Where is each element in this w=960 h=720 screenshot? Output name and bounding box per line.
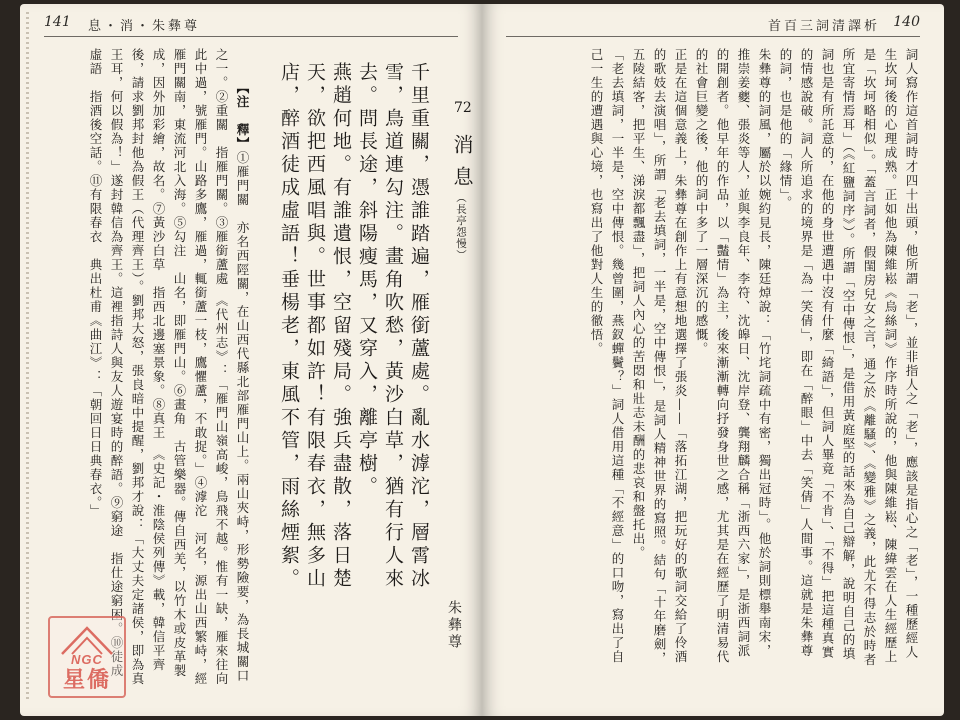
right-page-number: 140 (893, 14, 920, 30)
watermark-stamp (48, 616, 126, 698)
poem-title: 消息 (450, 134, 474, 198)
left-page-header (44, 14, 458, 36)
poem-text: 千里重關，憑誰踏遍，雁銜蘆處。亂水滹沱，層霄冰雪，鳥道連勾注。畫角吹愁，黃沙白草，猶有行人來去。問長途，斜陽瘦馬，又穿入，離亭樹。 燕趙何地。有誰遺恨，空留殘局。強兵盡散，落日楚天，欲把西風唱與。世事都如許！有限春衣，無多山店，醉酒徒成虛語！垂楊老，東風不管，雨絲煙絮。 (278, 62, 430, 591)
watermark-name: 星僑 (62, 667, 111, 693)
right-page (482, 4, 944, 716)
notes-text: ①雁門關 亦名西陘關，在山西代縣北部雁門山上。兩山夾峙，形勢險要，為長城關口之一。②重關 指雁門關。③雁銜蘆處 《代州志》：「雁門山嶺高峻，鳥飛不越。惟有一缺，雁來往向此中過，號雁門。山路多鷹，雁過，輒銜蘆一枝，鷹懼蘆，不敢捉。」④滹沱 河名，源出山西繁峙，經雁門關南，東流河北入海。⑤勾注 山名，即雁門山。⑥畫角 古管樂器。傳自西羌，以竹木或皮革製成，因外加彩繪，故名。⑦黃沙白草 指西北邊塞景象。⑧真王 《史記・淮陰侯列傳》載，韓信平齊後，請求劉邦封他為假王（代理齊王）。劉邦大怒，張良暗中提醒，劉邦才說：「大丈夫定諸侯，即為真王耳，何以假為！」遂封韓信為齊王。這裡指詩人與友人遊宴時的醉語。⑨窮途 指仕途窮困。⑩徒成虛語 指酒後空話。⑪有限春衣 典出杜甫《曲江》：「朝回日日典春衣。」 (88, 48, 250, 686)
poem-author: 朱彝尊 (446, 600, 462, 651)
page-edge-marks (26, 12, 29, 702)
annotations (44, 48, 274, 688)
commentary-text: 詞人寫作這首詞時才四十出頭，他所謂「老」，並非指人之「老」，應該是指心之「老」，一種歷經人生坎坷後的心理成熟。正如他為陳維崧《烏絲詞》作序時所說的，他與陳維崧、陳緯雲在人生經歷上是「坎坷略相似」。「蓋言詞者，假閨房兒女之言，通之於《離騷》、《變雅》之義，此尤不得志於時者所宜寄情焉耳」（《紅鹽詞序》）。所謂「空中傳恨」，是借用黃庭堅的話來為自己辯解，說明自己的填詞也是有所託意的，在他的身世遭遇中沒有什麼「綺語」，但詞人畢竟「不肯」、「不得」把這種真實的情感說破。詞人所追求的境界是「為一笑倩」，即在「醉眼」中去「笑倩」人間事。這就是朱彝尊的詞，也是他的「緣情」。 朱彝尊的詞風，屬於以婉約見長，陳廷焯說：「竹垞詞疏中有密，獨出冠時」。他於詞則標舉南宋，推崇姜夔、張炎等人，並與李良年、李符、沈皞日、沈岸登、龔翔麟合稱「浙西六家」，是浙西詞派的開創者。他早年的作品，以「豔情」為主，後來漸漸轉向抒發身世之感，尤其是在經歷了明清易代的社會巨變之後，他的詞中多了一層深沉的感慨。 正是在這個意義上，朱彝尊在創作上有意想地選擇了張炎——「落拓江湖，把玩好的歌詞交給了伶酒的歌妓去演唱」，所謂「老去填詞，一半是，空中傳恨」，是詞人精神世界的寫照。結句「十年磨劍，五陵結客，把平生、涕淚都飄盡」，把詞人內心的苦悶和壯志未酬的悲哀和盤托出。 「老去填詞，一半是，空中傳恨。幾曾圍，燕釵蟬鬢？」詞人借用這種「不經意」的口吻，寫出了自己一生的遭遇與心境，也寫出了他對人生的徹悟。 (589, 48, 919, 667)
open-book (20, 4, 944, 716)
watermark-brand: NGC (71, 652, 103, 667)
poem-tune: （長亭怨慢） (455, 192, 467, 261)
notes-heading: 【注 釋】 (235, 80, 250, 151)
left-running-title: 息・消・朱彝尊 (88, 19, 201, 34)
poem-number: 72 (454, 100, 472, 116)
right-running-title: 首百三詞清譯析 (767, 19, 880, 34)
right-header-rule (506, 36, 920, 37)
left-page (20, 4, 482, 716)
left-header-rule (44, 36, 458, 37)
right-page-header (506, 14, 920, 36)
left-page-number: 141 (44, 14, 71, 30)
